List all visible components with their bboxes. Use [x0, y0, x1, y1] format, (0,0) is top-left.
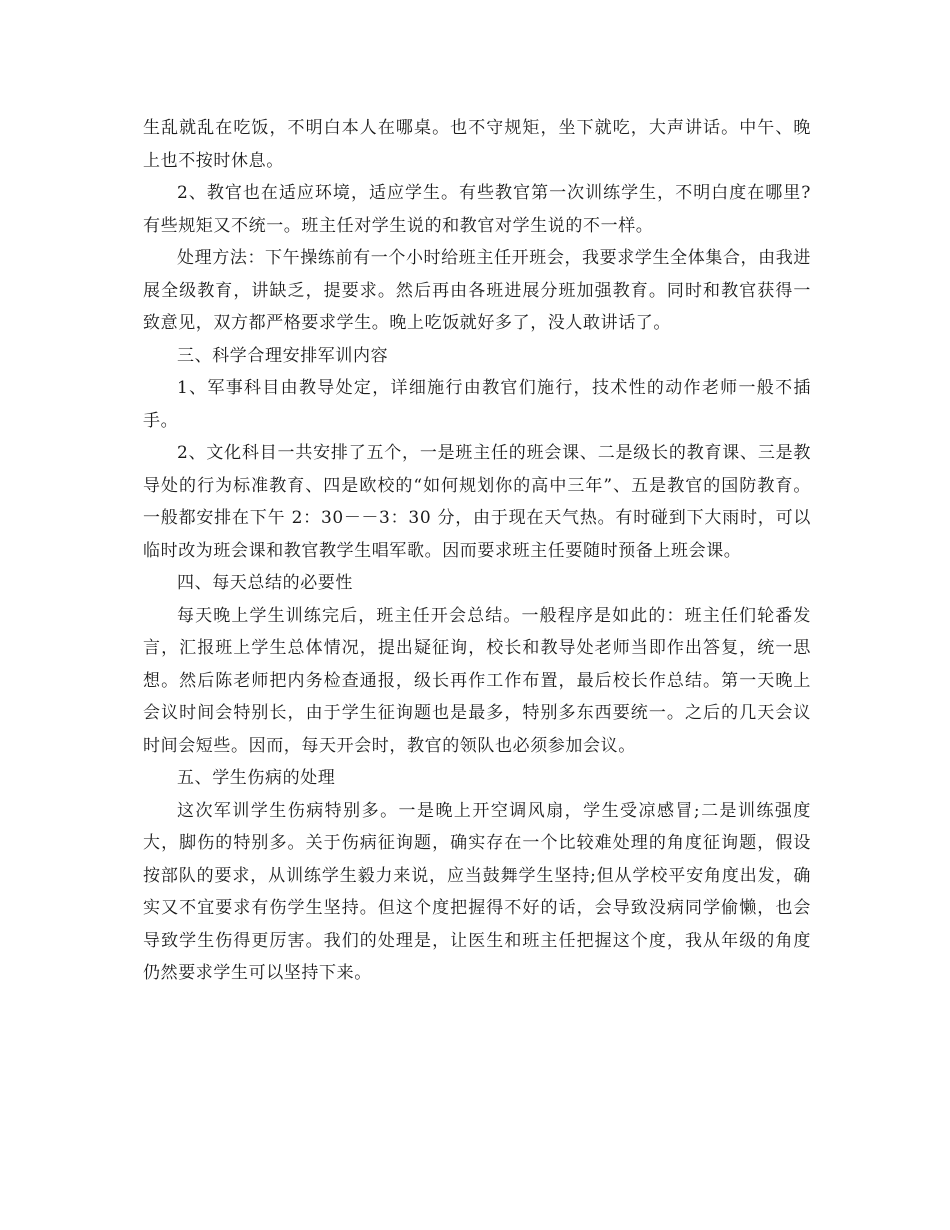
section-heading-injury-handling: 五、学生伤病的处理: [177, 768, 336, 788]
paragraph-instructor-adaptation: 2、教官也在适应环境，适应学生。有些教官第一次训练学生，不明白度在哪里?有些规矩又不统一。班主任对学生说的和教官对学生说的不一样。: [143, 183, 811, 236]
document-body: [143, 112, 811, 990]
paragraph-handling-method: 处理方法：下午操练前有一个小时给班主任开班会，我要求学生全体集合，由我进展全级教育，讲缺乏，提要求。然后再由各班进展分班加强教育。同时和教官获得一致意见，双方都严格要求学生。晚上吃饭就好多了，没人敢讲话了。: [143, 248, 811, 333]
section-heading-training-content: 三、科学合理安排军训内容: [177, 345, 389, 366]
paragraph-continued-dining-issue: 生乱就乱在吃饭，不明白本人在哪桌。也不守规矩，坐下就吃，大声讲话。中午、晚上也不按时休息。: [143, 118, 811, 171]
section-heading-daily-summary: 四、每天总结的必要性: [177, 573, 353, 593]
paragraph-military-subjects: 1、军事科目由教导处定，详细施行由教官们施行，技术性的动作老师一般不插手。: [143, 378, 811, 431]
paragraph-daily-meeting: 每天晚上学生训练完后，班主任开会总结。一般程序是如此的：班主任们轮番发言，汇报班上学生总体情况，提出疑征询，校长和教导处老师当即作出答复，统一思想。然后陈老师把内务检查通报，级长再作工作布置，最后校长作总结。第一天晚上会议时间会特别长，由于学生征询题也是最多，特别多东西要统一。之后的几天会议时间会短些。因而，每天开会时，教官的领队也必须参加会议。: [143, 605, 811, 756]
paragraph-injury-handling: 这次军训学生伤病特别多。一是晚上开空调风扇，学生受凉感冒;二是训练强度大，脚伤的特别多。关于伤病征询题，确实存在一个比较难处理的角度征询题，假设按部队的要求，从训练学生毅力来说，应当鼓舞学生坚持;但从学校平安角度出发，确实又不宜要求有伤学生坚持。但这个度把握得不好的话，会导致没病同学偷懒，也会导致学生伤得更厉害。我们的处理是，让医生和班主任把握这个度，我从年级的角度仍然要求学生可以坚持下来。: [143, 800, 811, 983]
paragraph-cultural-subjects: 2、文化科目一共安排了五个，一是班主任的班会课、二是级长的教育课、三是教导处的行为标准教育、四是欧校的“如何规划你的高中三年”、五是教官的国防教育。一般都安排在下午 2：30－－3：30 分，由于现在天气热。有时碰到下大雨时，可以临时改为班会课和教官教学生唱军歌。因而要求班主任要随时预备上班会课。: [143, 443, 811, 561]
